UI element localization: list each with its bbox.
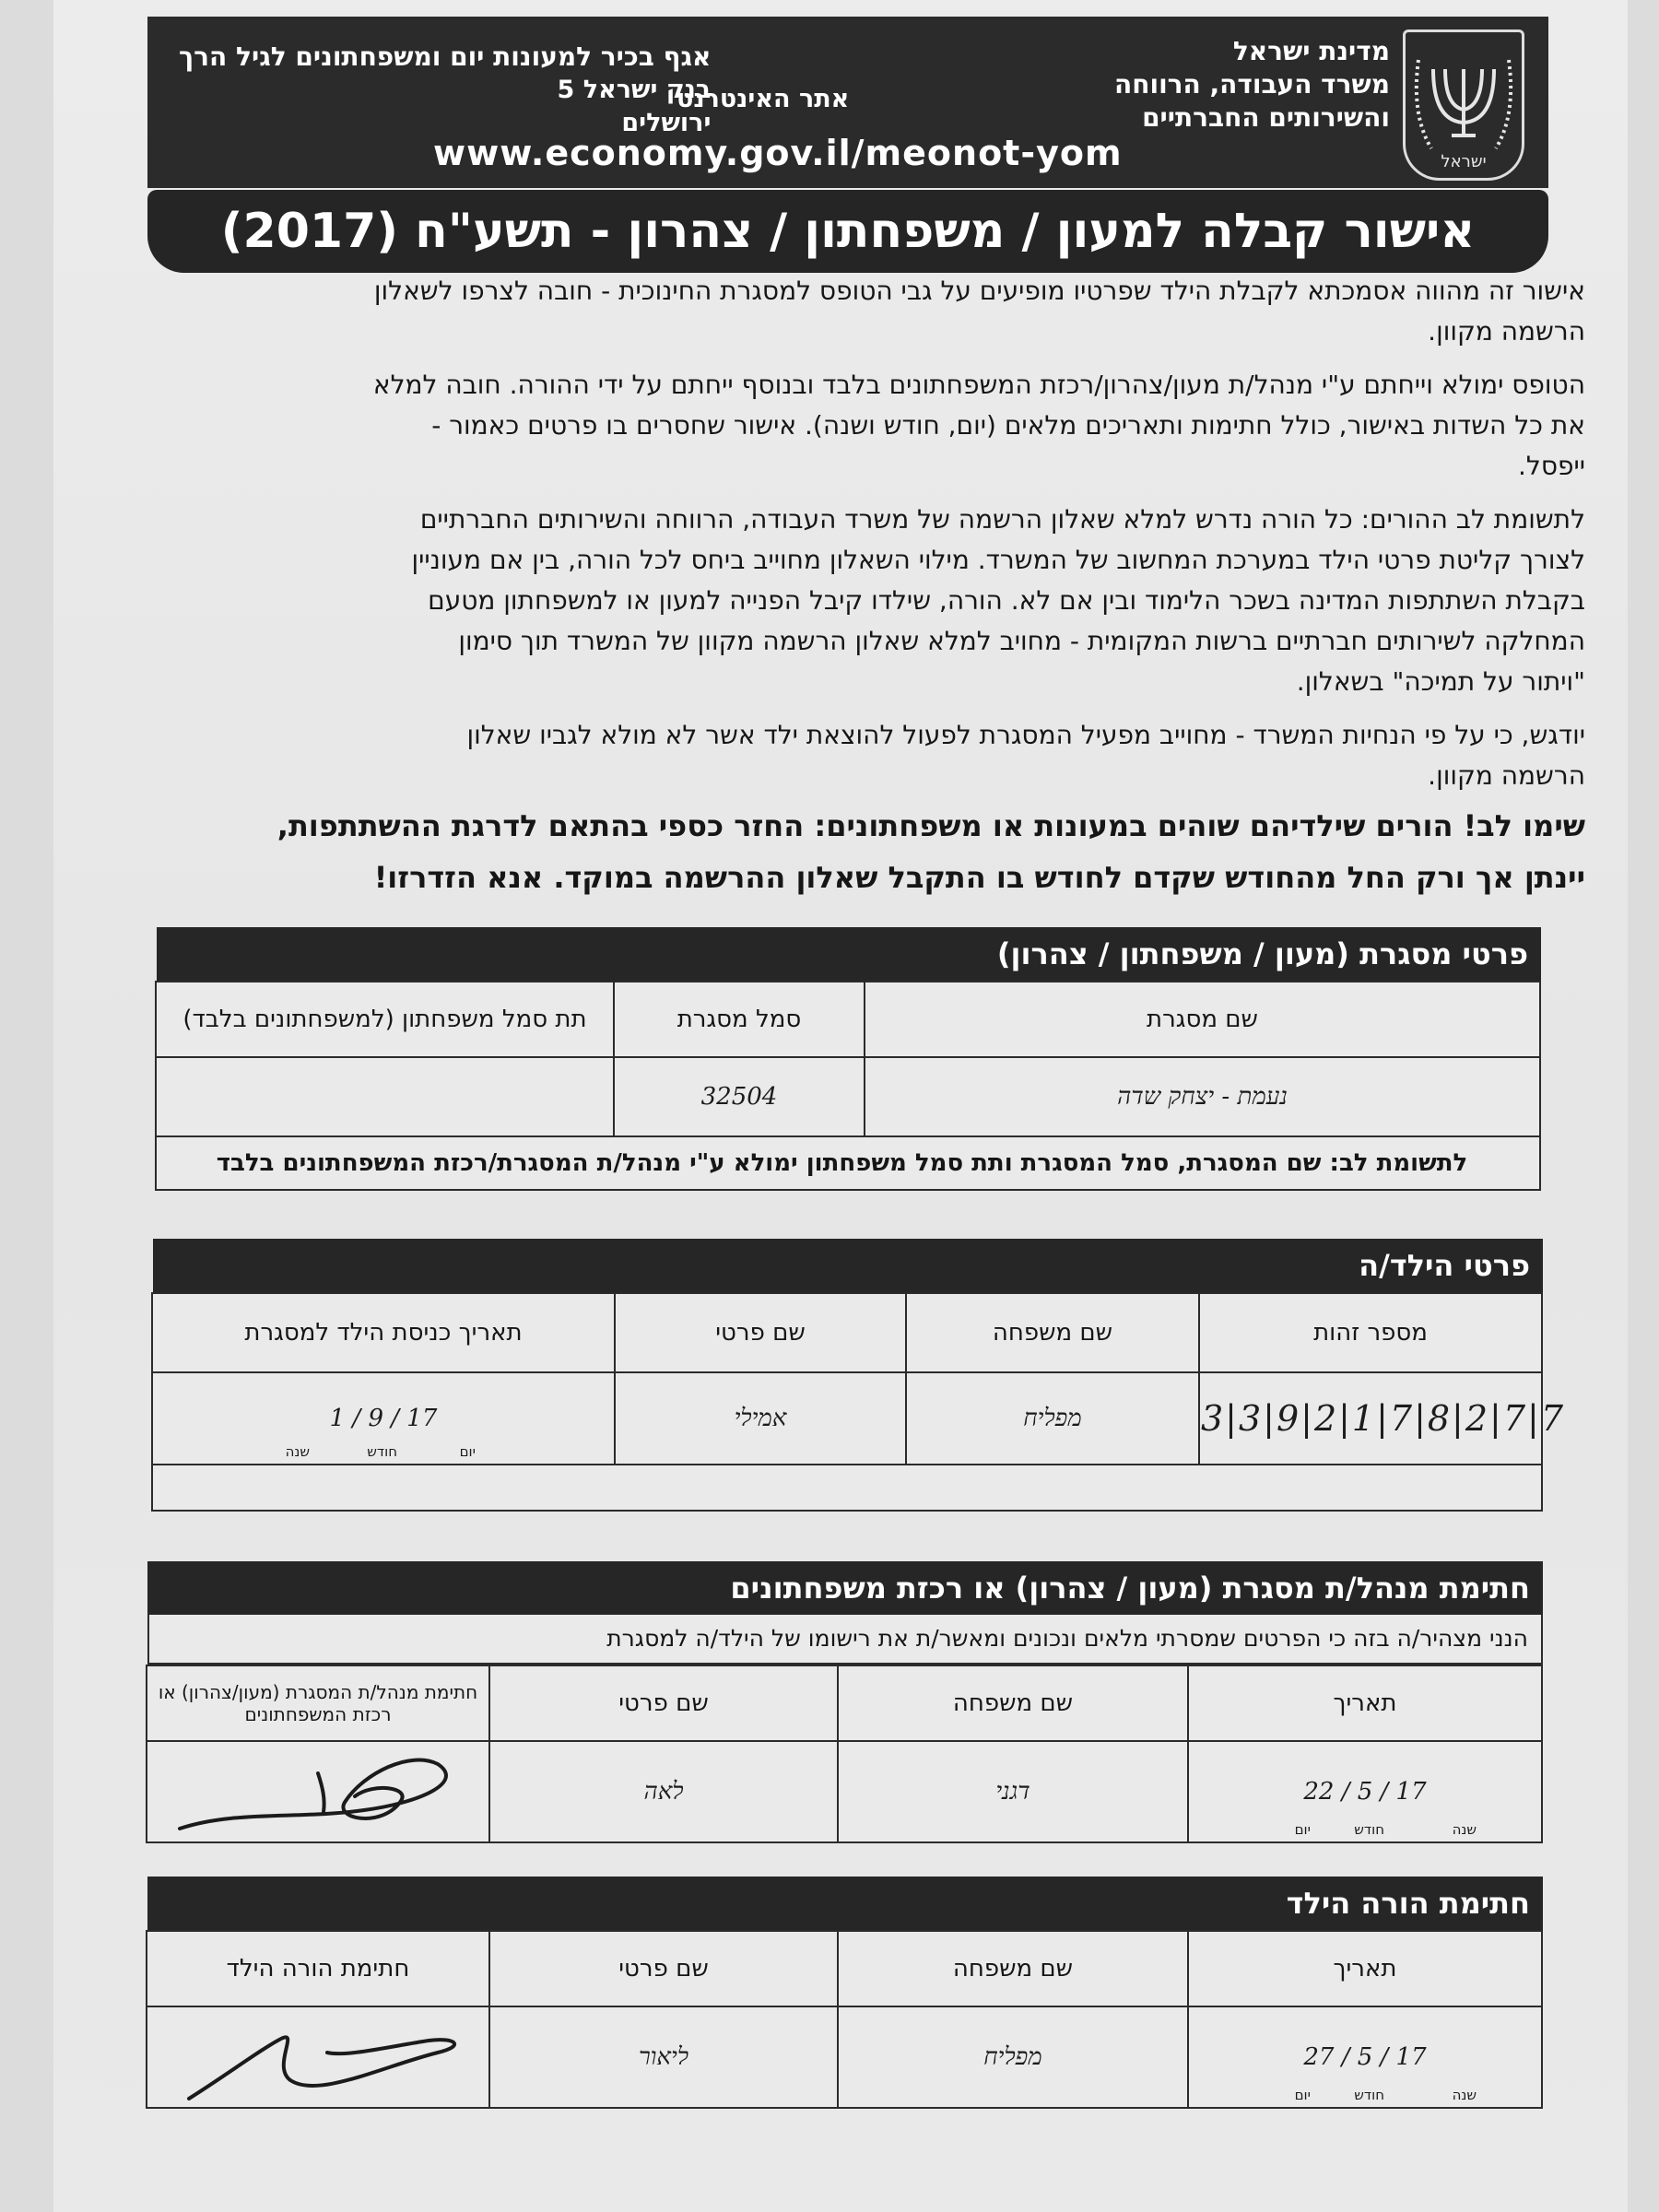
ministry-line-3: והשירותים החברתיים (1142, 102, 1390, 133)
parent-last-header: שם משפחה (838, 1931, 1188, 2006)
director-last-header: שם משפחה (838, 1665, 1188, 1741)
ministry-name (1114, 35, 1390, 135)
director-date-value: 22 / 5 / 17 (1303, 1778, 1427, 1806)
parent-heading: חתימת הורה הילד (147, 1877, 1543, 1930)
intro-line: יודגש, כי על פי הנחיות המשרד - מחוייב מפעיל המסגרת לפעול להוצאת ילד אשר לא מולא לגביו שאלון (466, 720, 1585, 750)
header-bar (147, 17, 1548, 188)
facility-heading: פרטי מסגרת (מעון / משפחתון / צהרון) (157, 927, 1541, 981)
parent-section (147, 1877, 1543, 2109)
warning-line: שימו לב! הורים שילדיהם שוהים במעונות או משפחתונים: החזר כספי בהתאם לדרגת ההשתתפות, (276, 808, 1585, 843)
facility-name-header: שם מסגרת (865, 982, 1540, 1057)
director-date-header: תאריך (1188, 1665, 1542, 1741)
intro-line: ייפסל. (1518, 451, 1585, 481)
parent-first-field[interactable]: ליאור (489, 2006, 838, 2108)
parent-signature-field[interactable] (147, 2006, 489, 2108)
facility-code-header: סמל מסגרת (614, 982, 865, 1057)
facility-note: לתשומת לב: שם המסגרת, סמל המסגרת ותת סמל משפחתון ימולא ע"י מנהל/ת המסגרת/רכזת המשפחתונים בלבד (156, 1136, 1540, 1190)
director-signature-field[interactable] (147, 1741, 489, 1842)
parent-first-header: שם פרטי (489, 1931, 838, 2006)
department-block (179, 41, 711, 140)
intro-line: המחלקה לשירותים חברתיים ברשות המקומית - מחויב למלא שאלון הרשמה מקוון של המשרד תוך סימון (458, 626, 1585, 656)
intro-line: לתשומת לב ההורים: כל הורה נדרש למלא שאלון הרשמה של משרד העבודה, הרווחה והשירותים החברתיים (419, 504, 1585, 535)
director-first-header: שם פרטי (489, 1665, 838, 1741)
page-title: אישור קבלה למעון / משפחתון / צהרון - תשע"ח (2017) (147, 190, 1548, 273)
child-entry-header: תאריך כניסת הילד למסגרת (152, 1293, 615, 1372)
facility-subcode-header: תת סמל משפחתון (למשפחתונים בלבד) (156, 982, 614, 1057)
director-last-field[interactable]: דגני (838, 1741, 1188, 1842)
ministry-line-1: מדינת ישראל (1232, 36, 1390, 66)
director-first-field[interactable]: לאה (489, 1741, 838, 1842)
parent-date-field[interactable] (1188, 2006, 1542, 2108)
intro-line: לצורך קליטת פרטי הילד במערכת המחשוב של המשרד. מילוי השאלון מחוייב ביחס לכל הורה, בין אם מעוניין (411, 545, 1585, 575)
site-label: אתר האינטרנט (677, 85, 850, 113)
director-signature-header: חתימת מנהל/ת המסגרת (מעון/צהרון) או רכזת המשפחתונים (147, 1665, 489, 1741)
menorah-icon (1406, 32, 1522, 178)
intro-line: את כל השדות באישור, כולל חתימות ותאריכים מלאים (יום, חודש ושנה). אישור שחסרים בו פרטים כאמור - (431, 410, 1585, 441)
website-url: www.economy.gov.il/meonot-yom (433, 133, 1123, 173)
director-signature-icon (161, 1746, 475, 1838)
director-heading: חתימת מנהל/ת מסגרת (מעון / צהרון) או רכזת משפחתונים (147, 1561, 1543, 1615)
child-last-header: שם משפחה (906, 1293, 1199, 1372)
intro-line: "ויתור על תמיכה" בשאלון. (1296, 666, 1585, 697)
child-first-field[interactable]: אמילי (615, 1372, 906, 1465)
intro-line: הטופס ימולא וייחתם ע"י מנהל/ת מעון/צהרון/רכזת המשפחתונים בלבד ובנוסף ייחתם על ידי ההורה. חובה למלא (372, 370, 1585, 400)
child-entry-date-value: 1 / 9 / 17 (329, 1405, 438, 1432)
parent-date-header: תאריך (1188, 1931, 1542, 2006)
date-sub-year: שנה (1452, 1821, 1477, 1838)
date-sub-day: יום (1294, 2087, 1311, 2103)
dept-line-2: בנק ישראל 5 (557, 76, 712, 104)
intro-line: אישור זה מהווה אסמכתא לקבלת הילד שפרטיו מופיעים על גבי הטופס למסגרת החינוכית - חובה לצרפו לשאלון (373, 276, 1585, 306)
facility-name-field[interactable]: נעמת - יצחק שדה (865, 1057, 1540, 1136)
date-sub-year: שנה (285, 1443, 310, 1460)
parent-last-field[interactable]: מפליח (838, 2006, 1188, 2108)
state-emblem-icon (1403, 29, 1524, 181)
child-first-header: שם פרטי (615, 1293, 906, 1372)
facility-subcode-field[interactable] (156, 1057, 614, 1136)
parent-table (146, 1930, 1543, 2109)
child-empty-row (152, 1465, 1542, 1511)
child-heading: פרטי הילד/ה (153, 1239, 1543, 1292)
emblem-caption: ישראל (1441, 152, 1487, 171)
child-section (153, 1239, 1565, 1512)
child-entry-date-field[interactable] (152, 1372, 615, 1465)
instructions (184, 271, 1585, 900)
date-sub-month: חודש (1354, 2087, 1384, 2103)
date-sub-year: שנה (1452, 2087, 1477, 2103)
director-table (146, 1665, 1543, 1843)
child-table (151, 1292, 1565, 1512)
parent-date-value: 27 / 5 / 17 (1303, 2043, 1427, 2071)
child-last-field[interactable]: מפליח (906, 1372, 1199, 1465)
intro-line: הרשמה מקוון. (1428, 316, 1585, 347)
parent-signature-icon (161, 2011, 475, 2103)
dept-line-1: אגף בכיר למעונות יום ומשפחתונים לגיל הרך (179, 41, 712, 72)
date-sub-month: חודש (367, 1443, 397, 1460)
date-sub-day: יום (1294, 1821, 1311, 1838)
director-date-field[interactable] (1188, 1741, 1542, 1842)
ministry-line-2: משרד העבודה, הרווחה (1113, 69, 1390, 100)
facility-code-field[interactable]: 32504 (614, 1057, 865, 1136)
date-sub-day: יום (459, 1443, 476, 1460)
dept-line-3: ירושלים (621, 109, 712, 137)
date-sub-month: חודש (1354, 1821, 1384, 1838)
director-declaration: הנני מצהיר/ה בזה כי הפרטים שמסרתי מלאים ונכונים ומאשר/ת את רישומו של הילד/ה למסגרת (147, 1615, 1543, 1665)
director-section (147, 1561, 1543, 1843)
facility-section (157, 927, 1541, 1191)
warning-line: יינתן אך ורק החל מהחודש שקדם לחודש בו התקבל שאלון ההרשמה במוקד. אנא הזדרזו! (373, 860, 1585, 895)
parent-signature-header: חתימת הורה הילד (147, 1931, 489, 2006)
facility-table (155, 981, 1541, 1191)
intro-line: הרשמה מקוון. (1428, 760, 1585, 791)
child-id-field[interactable]: 3|3|9|2|1|7|8|2|7|7 (1199, 1372, 1542, 1465)
child-id-header: מספר זהות (1199, 1293, 1542, 1372)
intro-line: בקבלת השתתפות המדינה בשכר הלימוד ובין אם לא. הורה, שילדו קיבל הפנייה למעון או למשפחתון מטעם (428, 585, 1585, 616)
